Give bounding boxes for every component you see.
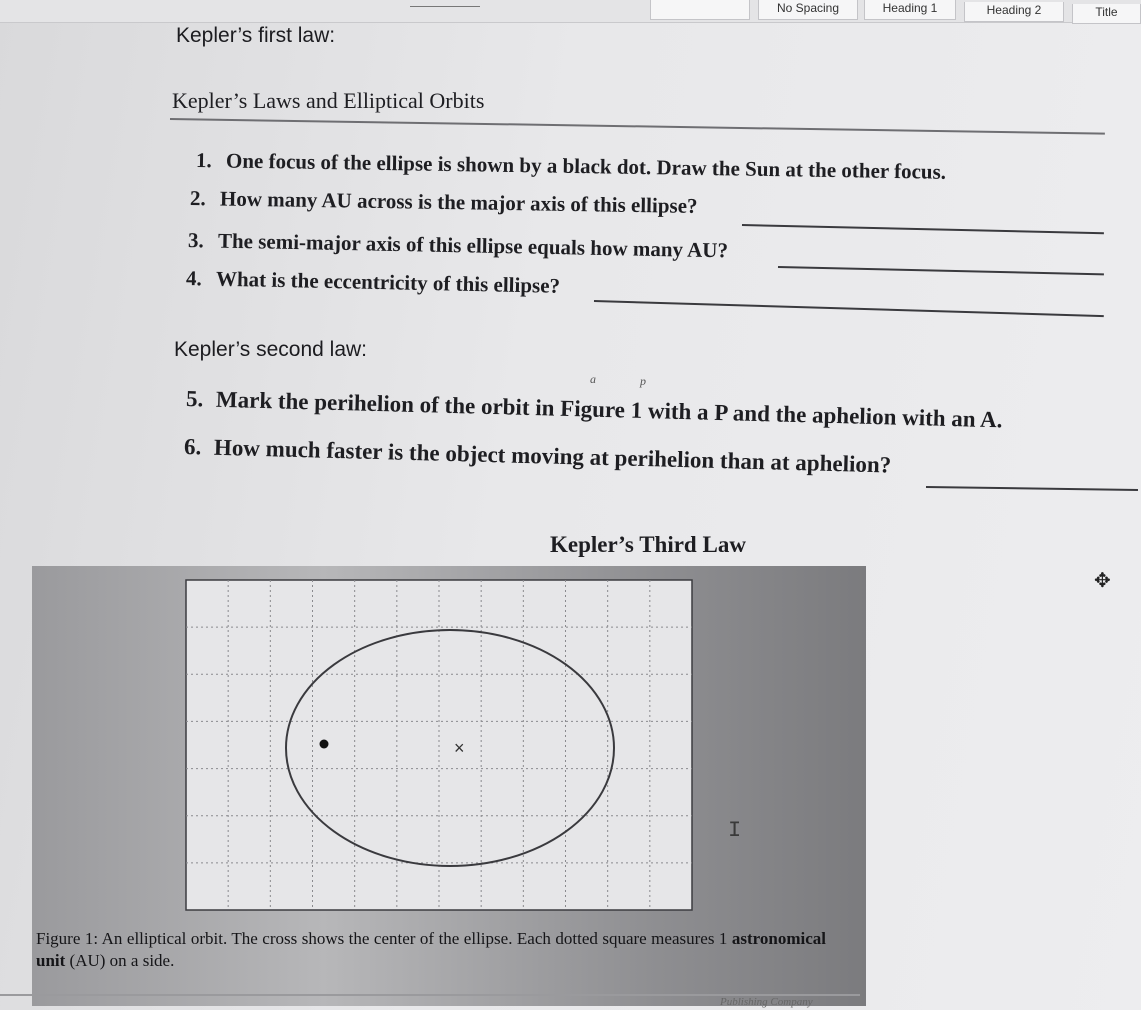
question-number: 4. xyxy=(185,266,203,291)
question-number: 2. xyxy=(189,186,206,211)
question-text: One focus of the ellipse is shown by a black dot. Draw the Sun at the other focus. xyxy=(225,148,947,184)
third-law-heading: Kepler’s Third Law xyxy=(550,532,746,557)
question-3 xyxy=(188,228,728,263)
faint-mark-a: a xyxy=(590,372,596,386)
question-number: 5. xyxy=(185,386,204,412)
question-6 xyxy=(184,434,892,479)
style-heading-1[interactable]: Heading 1 xyxy=(864,0,956,20)
answer-blank-4[interactable] xyxy=(594,300,1104,317)
question-text: The semi-major axis of this ellipse equals how many AU? xyxy=(217,228,729,263)
text-cursor-icon: I xyxy=(728,818,742,843)
question-number: 3. xyxy=(187,228,204,253)
answer-blank-6[interactable] xyxy=(926,486,1138,490)
section-title: Kepler’s Laws and Elliptical Orbits xyxy=(172,88,485,113)
first-law-heading: Kepler’s first law: xyxy=(176,24,336,47)
question-text: How much faster is the object moving at perihelion than at aphelion? xyxy=(213,434,892,478)
style-title[interactable]: Title xyxy=(1072,4,1141,24)
move-cursor-icon: ✥ xyxy=(1094,568,1111,592)
figure-caption xyxy=(36,928,826,972)
style-heading-2[interactable]: Heading 2 xyxy=(964,2,1064,22)
answer-blank-2[interactable] xyxy=(742,224,1104,234)
style-gallery xyxy=(0,0,1141,23)
question-5 xyxy=(186,386,1003,433)
caption-text-2: (AU) on a side. xyxy=(69,951,175,970)
question-text: What is the eccentricity of this ellipse? xyxy=(215,266,561,298)
question-4 xyxy=(186,266,561,299)
title-rule xyxy=(170,118,1105,135)
focus-dot xyxy=(320,740,329,749)
caption-text-1: An elliptical orbit. The cross shows the center of the ellipse. Each dotted square measures 1 xyxy=(101,929,728,948)
answer-blank-3[interactable] xyxy=(778,266,1104,275)
caption-label: Figure 1: xyxy=(36,929,99,948)
style-normal[interactable] xyxy=(650,0,750,20)
ruler-mark xyxy=(410,6,480,7)
center-cross: × xyxy=(454,738,465,758)
footer-faint: Publishing Company xyxy=(720,996,813,1008)
faint-mark-p: p xyxy=(640,374,646,388)
question-text: How many AU across is the major axis of this ellipse? xyxy=(219,186,698,218)
question-text: Mark the perihelion of the orbit in Figure 1 with a P and the aphelion with an A. xyxy=(215,386,1003,433)
question-number: 6. xyxy=(183,434,202,460)
question-2 xyxy=(190,186,698,219)
question-1 xyxy=(196,148,946,185)
second-law-heading: Kepler’s second law: xyxy=(174,338,367,361)
style-no-spacing[interactable]: No Spacing xyxy=(758,0,858,20)
question-number: 1. xyxy=(195,148,212,173)
caption-bold: astronomical unit xyxy=(36,929,827,970)
